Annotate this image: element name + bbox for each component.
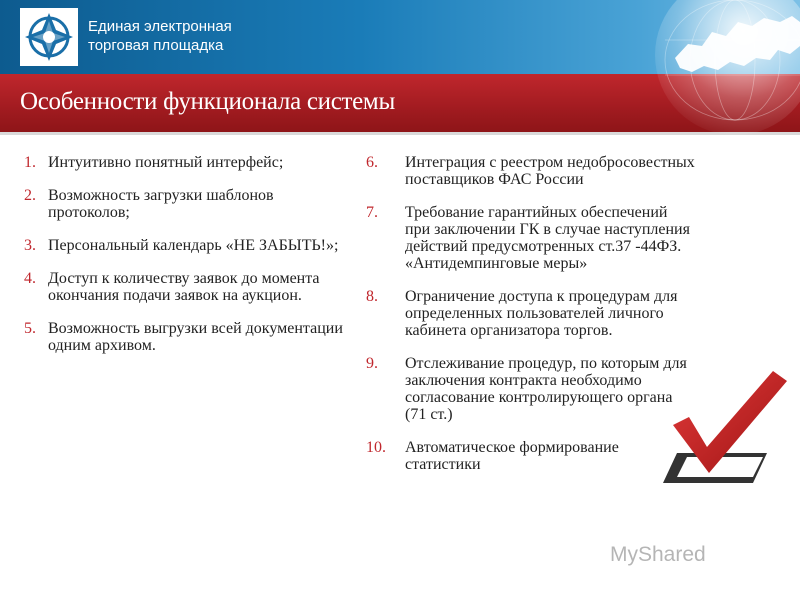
list-item xyxy=(366,288,696,339)
logo-line-2: торговая площадка xyxy=(88,37,224,54)
item-text: Интуитивно понятный интерфейс; xyxy=(48,154,284,171)
item-text: Ограничение доступа к процедурам для определенных пользователей личного кабинета организатора торгов. xyxy=(405,288,678,339)
item-number: 2. xyxy=(24,187,36,204)
checkmark-icon xyxy=(655,365,795,505)
list-item xyxy=(366,355,696,423)
list-item xyxy=(24,154,354,171)
logo-icon xyxy=(20,8,78,66)
item-number: 4. xyxy=(24,270,36,287)
logo-text xyxy=(88,17,232,55)
list-item xyxy=(24,187,354,221)
item-number: 9. xyxy=(366,355,378,372)
list-item xyxy=(24,270,354,304)
list-item xyxy=(366,154,696,188)
list-item xyxy=(366,439,696,473)
features-list-right xyxy=(366,154,696,489)
item-number: 7. xyxy=(366,204,378,221)
item-text: Возможность загрузки шаблонов протоколов; xyxy=(48,187,274,221)
item-text: Возможность выгрузки всей документации одним архивом. xyxy=(48,320,343,354)
item-text: Интеграция с реестром недобросовестных поставщиков ФАС России xyxy=(405,154,695,188)
item-number: 10. xyxy=(366,439,386,456)
item-number: 3. xyxy=(24,237,36,254)
logo-line-1: Единая электронная xyxy=(88,18,232,35)
item-text: Персональный календарь «НЕ ЗАБЫТЬ!»; xyxy=(48,237,339,254)
features-list-left xyxy=(24,154,354,370)
item-number: 8. xyxy=(366,288,378,305)
item-text: Доступ к количеству заявок до момента окончания подачи заявок на аукцион. xyxy=(48,270,320,304)
page-title: Особенности функционала системы xyxy=(20,88,395,115)
item-number: 5. xyxy=(24,320,36,337)
item-text: Требование гарантийных обеспечений при заключении ГК в случае наступления действий предусмотренных ст.37 -44ФЗ. «Антидемпинговые меры» xyxy=(405,204,690,272)
list-item xyxy=(366,204,696,272)
item-number: 6. xyxy=(366,154,378,171)
watermark: MyShared xyxy=(610,543,706,566)
item-text: Автоматическое формирование статистики xyxy=(405,439,619,473)
russia-map-icon xyxy=(640,0,800,135)
item-text: Отслеживание процедур, по которым для заключения контракта необходимо согласование контролирующего органа (71 ст.) xyxy=(405,355,687,423)
item-number: 1. xyxy=(24,154,36,171)
list-item xyxy=(24,237,354,254)
list-item xyxy=(24,320,354,354)
